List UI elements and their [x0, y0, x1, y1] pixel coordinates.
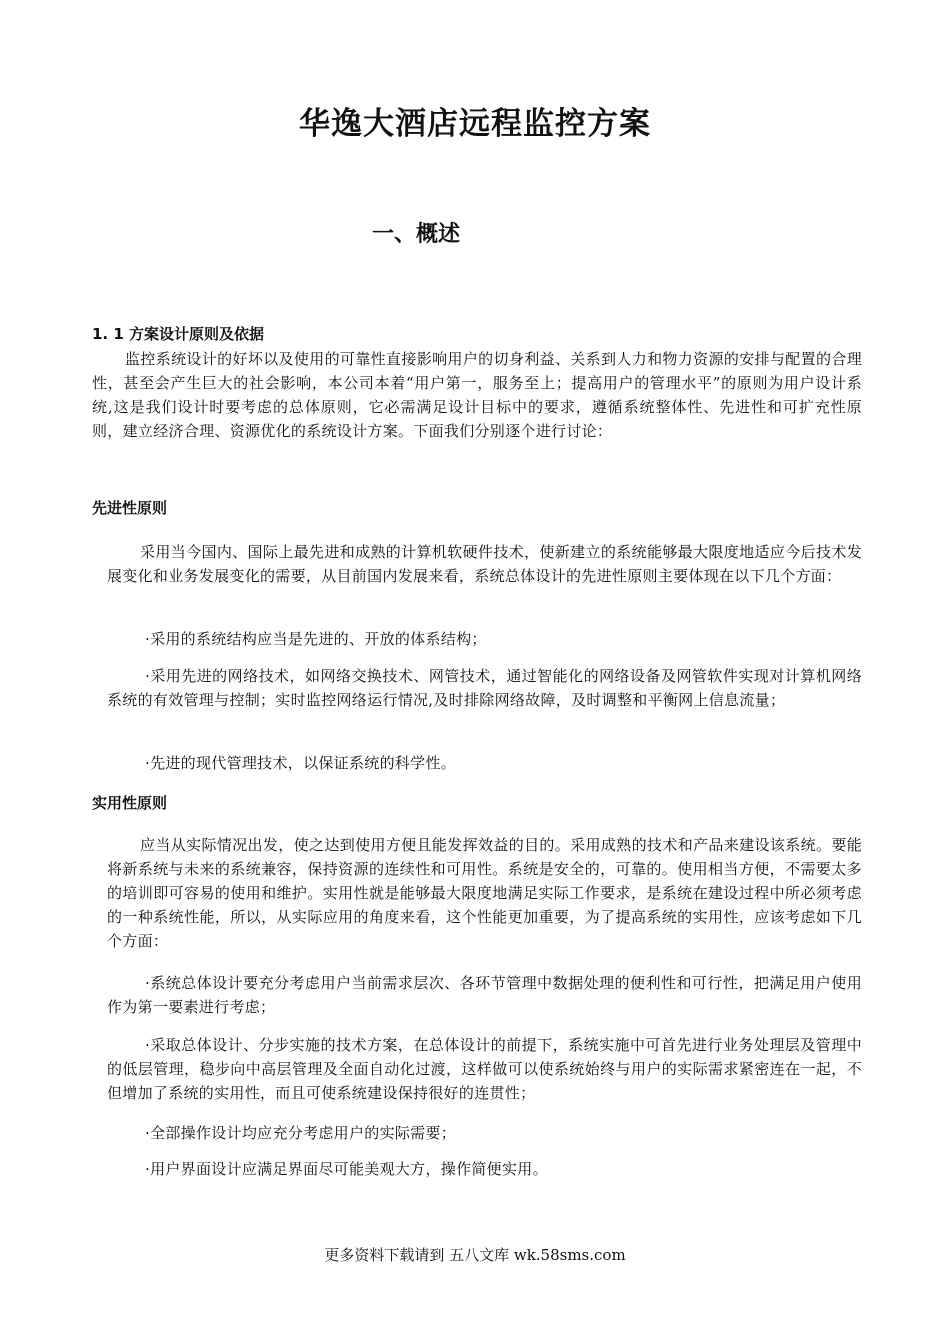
intro-paragraph: 监控系统设计的好坏以及使用的可靠性直接影响用户的切身利益、关系到人力和物力资源的安排与配置的合理性，甚至会产生巨大的社会影响，本公司本着“用户第一，服务至上；提高用户的管理水平”的原则为用户设计系统,这是我们设计时要考虑的总体原则，它必需满足设计目标中的要求，遵循系统整体性、先进性和可扩充性原则，建立经济合理、资源优化的系统设计方案。下面我们分别逐个进行讨论：: [92, 350, 862, 440]
advanced-bullet: ·采用的系统结构应当是先进的、开放的体系结构；: [145, 630, 487, 648]
advanced-principle-paragraph: 采用当今国内、国际上最先进和成熟的计算机软硬件技术，使新建立的系统能够最大限度地适应今后技术发展变化和业务发展变化的需要，从目前国内发展来看，系统总体设计的先进性原则主要体现在以下几个方面：: [107, 543, 862, 585]
advanced-principle-heading: 先进性原则: [92, 499, 168, 517]
practical-bullet: ·采取总体设计、分步实施的技术方案，在总体设计的前提下，系统实施中可首先进行业务处理层及管理中的低层管理，稳步向中高层管理及全面自动化过渡，这样做可以使系统始终与用户的实际需求紧密连在一起，不但增加了系统的实用性，而且可使系统建设保持很好的连贯性；: [107, 1036, 862, 1102]
section-heading: 一、概述: [372, 222, 461, 247]
document-title: 华逸大酒店远程监控方案: [299, 106, 651, 142]
advanced-bullet: ·先进的现代管理技术，以保证系统的科学性。: [145, 754, 457, 772]
practical-bullet: ·用户界面设计应满足界面尽可能美观大方，操作简便实用。: [145, 1160, 548, 1178]
advanced-bullet: ·采用先进的网络技术，如网络交换技术、网管技术，通过智能化的网络设备及网管软件实现对计算机网络系统的有效管理与控制；实时监控网络运行情况,及时排除网络故障，及时调整和平衡网上信息流量；: [107, 667, 862, 709]
practical-principle-heading: 实用性原则: [92, 794, 168, 812]
subsection-heading: 1. 1 方案设计原则及依据: [92, 325, 265, 343]
footer-link[interactable]: 更多资料下载请到 五八文库 wk.58sms.com: [324, 1246, 626, 1264]
practical-bullet: ·全部操作设计均应充分考虑用户的实际需要；: [145, 1124, 457, 1142]
practical-principle-paragraph: 应当从实际情况出发，使之达到使用方便且能发挥效益的目的。采用成熟的技术和产品来建设该系统。要能将新系统与未来的系统兼容，保持资源的连续性和可用性。系统是安全的，可靠的。使用相当方便，不需要太多的培训即可容易的使用和维护。实用性就是能够最大限度地满足实际工作要求，是系统在建设过程中所必须考虑的一种系统性能，所以，从实际应用的角度来看，这个性能更加重要，为了提高系统的实用性，应该考虑如下几个方面：: [107, 836, 862, 950]
practical-bullet: ·系统总体设计要充分考虑用户当前需求层次、各环节管理中数据处理的便利性和可行性，把满足用户使用作为第一要素进行考虑；: [107, 974, 862, 1016]
